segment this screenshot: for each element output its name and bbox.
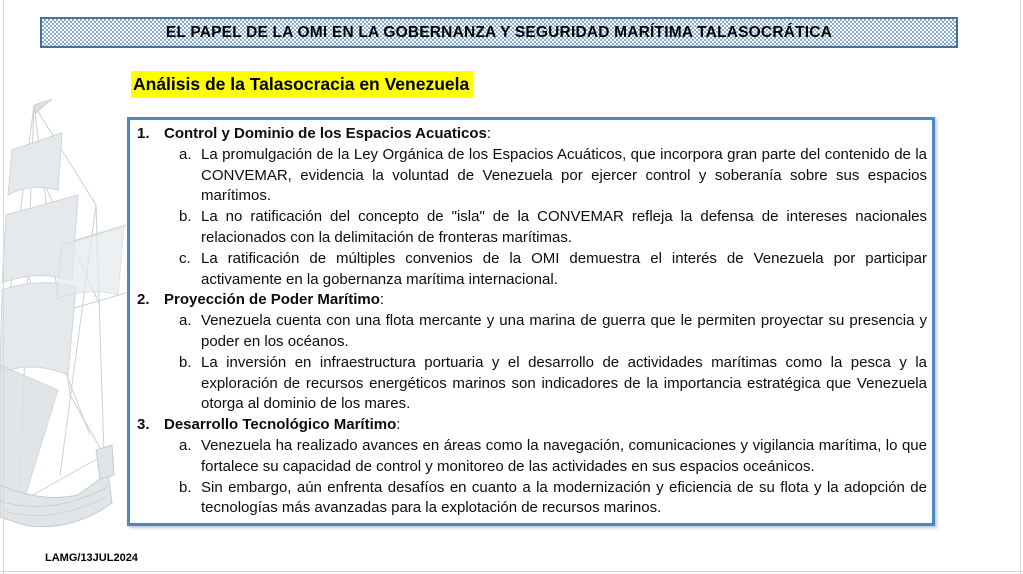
sub-item-letter: a. bbox=[179, 312, 192, 330]
outline-item-heading bbox=[137, 415, 927, 436]
item-title-wrap bbox=[164, 415, 400, 436]
sub-item-text: La no ratificación del concepto de "isla" de la CONVEMAR refleja la defensa de intereses nacionales relacionados con la delimitación de fronteras marítimas. bbox=[201, 208, 927, 246]
slide-title-bar bbox=[40, 17, 958, 48]
outline-sub-item bbox=[179, 207, 927, 249]
item-number: 1. bbox=[137, 125, 150, 142]
slide-frame-bottom bbox=[0, 571, 1023, 572]
outline-item-heading bbox=[137, 124, 927, 145]
sub-item-text: Venezuela ha realizado avances en áreas como la navegación, comunicaciones y vigilancia marítima, lo que fortalece su capacidad de control y monitoreo de las actividades en sus espacios oceánicos. bbox=[201, 436, 927, 475]
outline-sub-item bbox=[179, 145, 927, 207]
item-title-suffix: : bbox=[486, 125, 492, 142]
slide-frame-right bbox=[1020, 0, 1021, 574]
sub-item-text: La promulgación de la Ley Orgánica de los Espacios Acuáticos, que incorpora gran parte del contenido de la CONVEMAR, evidencia la voluntad de Venezuela por ejercer control y soberanía sobre sus espacios marítimos. bbox=[201, 145, 927, 205]
item-title-wrap bbox=[164, 124, 491, 145]
item-title-wrap bbox=[164, 290, 384, 311]
outline-item-heading bbox=[137, 290, 927, 311]
item-number: 3. bbox=[137, 416, 150, 434]
sub-item-letter: a. bbox=[179, 145, 192, 163]
item-title: Desarrollo Tecnológico Marítimo bbox=[164, 416, 397, 434]
item-title-suffix: : bbox=[396, 416, 401, 434]
sub-item-text: La inversión en infraestructura portuaria y el desarrollo de actividades marítimas como la pesca y la exploración de recursos energéticos marinos son indicadores de la importancia estratégica que Venezuela otorga al dominio de los mares. bbox=[201, 353, 927, 413]
slide-subtitle: Análisis de la Talasocracia en Venezuela bbox=[131, 71, 473, 98]
outline-sub-item bbox=[179, 311, 927, 353]
sub-item-letter: b. bbox=[179, 478, 192, 496]
outline-sub-item bbox=[179, 478, 927, 520]
ship-sketch-image bbox=[0, 55, 126, 557]
sub-item-letter: b. bbox=[179, 353, 192, 371]
item-title: Control y Dominio de los Espacios Acuaticos bbox=[164, 125, 487, 142]
sub-item-text: La ratificación de múltiples convenios de la OMI demuestra el interés de Venezuela por participar activamente en la gobernanza marítima internacional. bbox=[201, 249, 927, 288]
outline-sub-item bbox=[179, 353, 927, 415]
item-title-suffix: : bbox=[379, 291, 385, 309]
sub-item-text: Venezuela cuenta con una flota mercante y una marina de guerra que le permiten proyectar su presencia y poder en los océanos. bbox=[201, 312, 927, 350]
slide-title: EL PAPEL DE LA OMI EN LA GOBERNANZA Y SEGURIDAD MARÍTIMA TALASOCRÁTICA bbox=[165, 23, 833, 41]
sub-item-letter: a. bbox=[179, 436, 192, 454]
item-title: Proyección de Poder Marítimo bbox=[164, 291, 380, 309]
sub-item-letter: c. bbox=[179, 249, 191, 267]
content-box bbox=[127, 117, 935, 526]
item-number: 2. bbox=[137, 291, 150, 309]
slide-frame-left bbox=[3, 0, 4, 574]
outline-sub-item bbox=[179, 249, 927, 291]
footer-initials-date: LAMG/13JUL2024 bbox=[45, 552, 138, 564]
sub-item-text: Sin embargo, aún enfrenta desafíos en cuanto a la modernización y eficiencia de su flota y la adopción de tecnologías más avanzadas para la explotación de recursos marinos. bbox=[201, 478, 927, 517]
sub-item-letter: b. bbox=[179, 208, 192, 226]
outline-sub-item bbox=[179, 436, 927, 478]
